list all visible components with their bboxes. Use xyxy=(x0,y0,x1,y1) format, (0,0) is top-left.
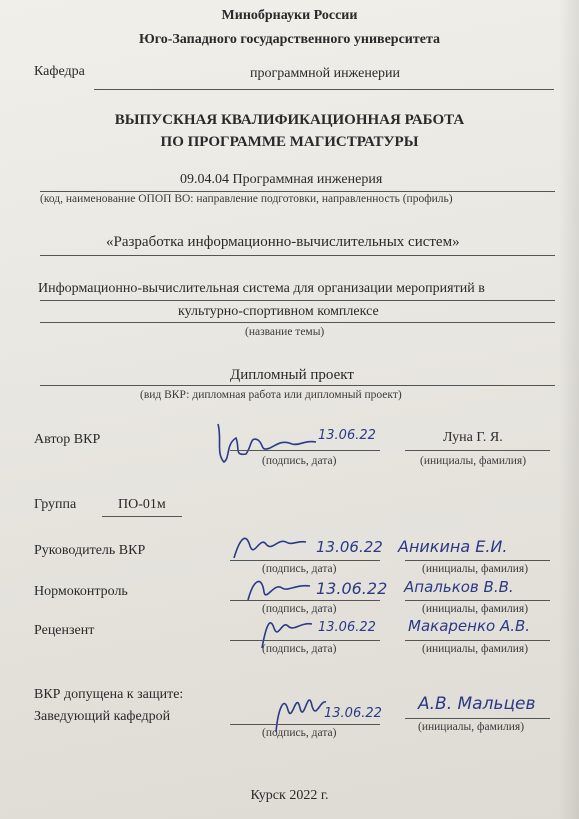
head-sign-date: 13.06.22 xyxy=(324,706,382,721)
normcontrol-sign-date: 13.06.22 xyxy=(316,579,388,598)
reviewer-name-line xyxy=(405,640,550,641)
reviewer-label: Рецензент xyxy=(34,623,95,638)
topic-underline1 xyxy=(40,300,555,301)
reviewer-name: Макаренко А.В. xyxy=(408,617,531,635)
supervisor-sign-date: 13.06.22 xyxy=(316,538,383,556)
work-type-caption: (вид ВКР: дипломная работа или дипломный проект) xyxy=(140,389,402,401)
normcontrol-name: Апальков В.В. xyxy=(404,578,514,596)
supervisor-signature-icon xyxy=(230,528,310,564)
reviewer-sign-date: 13.06.22 xyxy=(318,620,376,635)
city-year: Курск 2022 г. xyxy=(250,788,329,803)
head-name-caption: (инициалы, фамилия) xyxy=(418,721,525,733)
group-value: ПО-01м xyxy=(118,497,166,512)
program-value: 09.04.04 Программная инженерия xyxy=(180,172,383,187)
supervisor-name: Аникина Е.И. xyxy=(398,537,508,556)
group-underline xyxy=(102,516,182,517)
supervisor-label: Руководитель ВКР xyxy=(34,543,146,558)
topic-underline2 xyxy=(40,322,555,323)
page-edge-shadow xyxy=(559,0,579,819)
author-name: Луна Г. Я. xyxy=(443,430,503,445)
head-sign-caption: (подпись, дата) xyxy=(262,727,337,739)
supervisor-name-caption: (инициалы, фамилия) xyxy=(422,563,529,575)
supervisor-sign-caption: (подпись, дата) xyxy=(262,563,337,575)
author-name-line xyxy=(405,450,550,451)
normcontrol-sign-line xyxy=(230,600,380,601)
reviewer-name-caption: (инициалы, фамилия) xyxy=(422,643,529,655)
head-name: А.В. Мальцев xyxy=(418,694,536,714)
head-sign-line xyxy=(230,724,380,725)
normcontrol-name-line xyxy=(405,600,550,601)
department-underline xyxy=(94,89,554,90)
work-title-line2: ПО ПРОГРАММЕ МАГИСТРАТУРЫ xyxy=(160,134,419,150)
author-sign-line xyxy=(230,450,380,451)
author-sign-caption: (подпись, дата) xyxy=(262,455,337,467)
group-label: Группа xyxy=(34,497,77,512)
department-value: программной инженерии xyxy=(250,66,401,81)
admission-label: ВКР допущена к защите: xyxy=(34,687,184,702)
topic-line2: культурно-спортивном комплексе xyxy=(178,304,379,319)
head-name-line xyxy=(405,718,550,719)
normcontrol-label: Нормоконтроль xyxy=(34,584,128,599)
normcontrol-sign-caption: (подпись, дата) xyxy=(262,603,337,615)
supervisor-name-line xyxy=(405,560,550,561)
normcontrol-name-caption: (инициалы, фамилия) xyxy=(422,603,529,615)
work-type-underline xyxy=(40,385,555,386)
author-sign-date: 13.06.22 xyxy=(318,428,376,443)
work-type-value: Дипломный проект xyxy=(230,367,354,383)
program-underline xyxy=(40,191,555,192)
profile-underline xyxy=(40,255,555,256)
reviewer-sign-line xyxy=(230,640,380,641)
ministry-title: Минобрнауки России xyxy=(221,8,358,23)
supervisor-sign-line xyxy=(230,560,380,561)
topic-line1: Информационно-вычислительная система для организации мероприятий в xyxy=(38,281,485,296)
university-title: Юго-Западного государственного университета xyxy=(138,32,440,47)
department-label: Кафедра xyxy=(34,64,85,79)
work-title-line1: ВЫПУСКНАЯ КВАЛИФИКАЦИОННАЯ РАБОТА xyxy=(114,112,465,128)
topic-caption: (название темы) xyxy=(245,326,325,338)
program-caption: (код, наименование ОПОП ВО: направление подготовки, направленность (профиль) xyxy=(40,193,453,205)
reviewer-sign-caption: (подпись, дата) xyxy=(262,643,337,655)
author-label: Автор ВКР xyxy=(34,432,101,447)
author-name-caption: (инициалы, фамилия) xyxy=(420,455,527,467)
head-label: Заведующий кафедрой xyxy=(34,709,171,724)
profile-value: «Разработка информационно-вычислительных систем» xyxy=(106,234,460,250)
